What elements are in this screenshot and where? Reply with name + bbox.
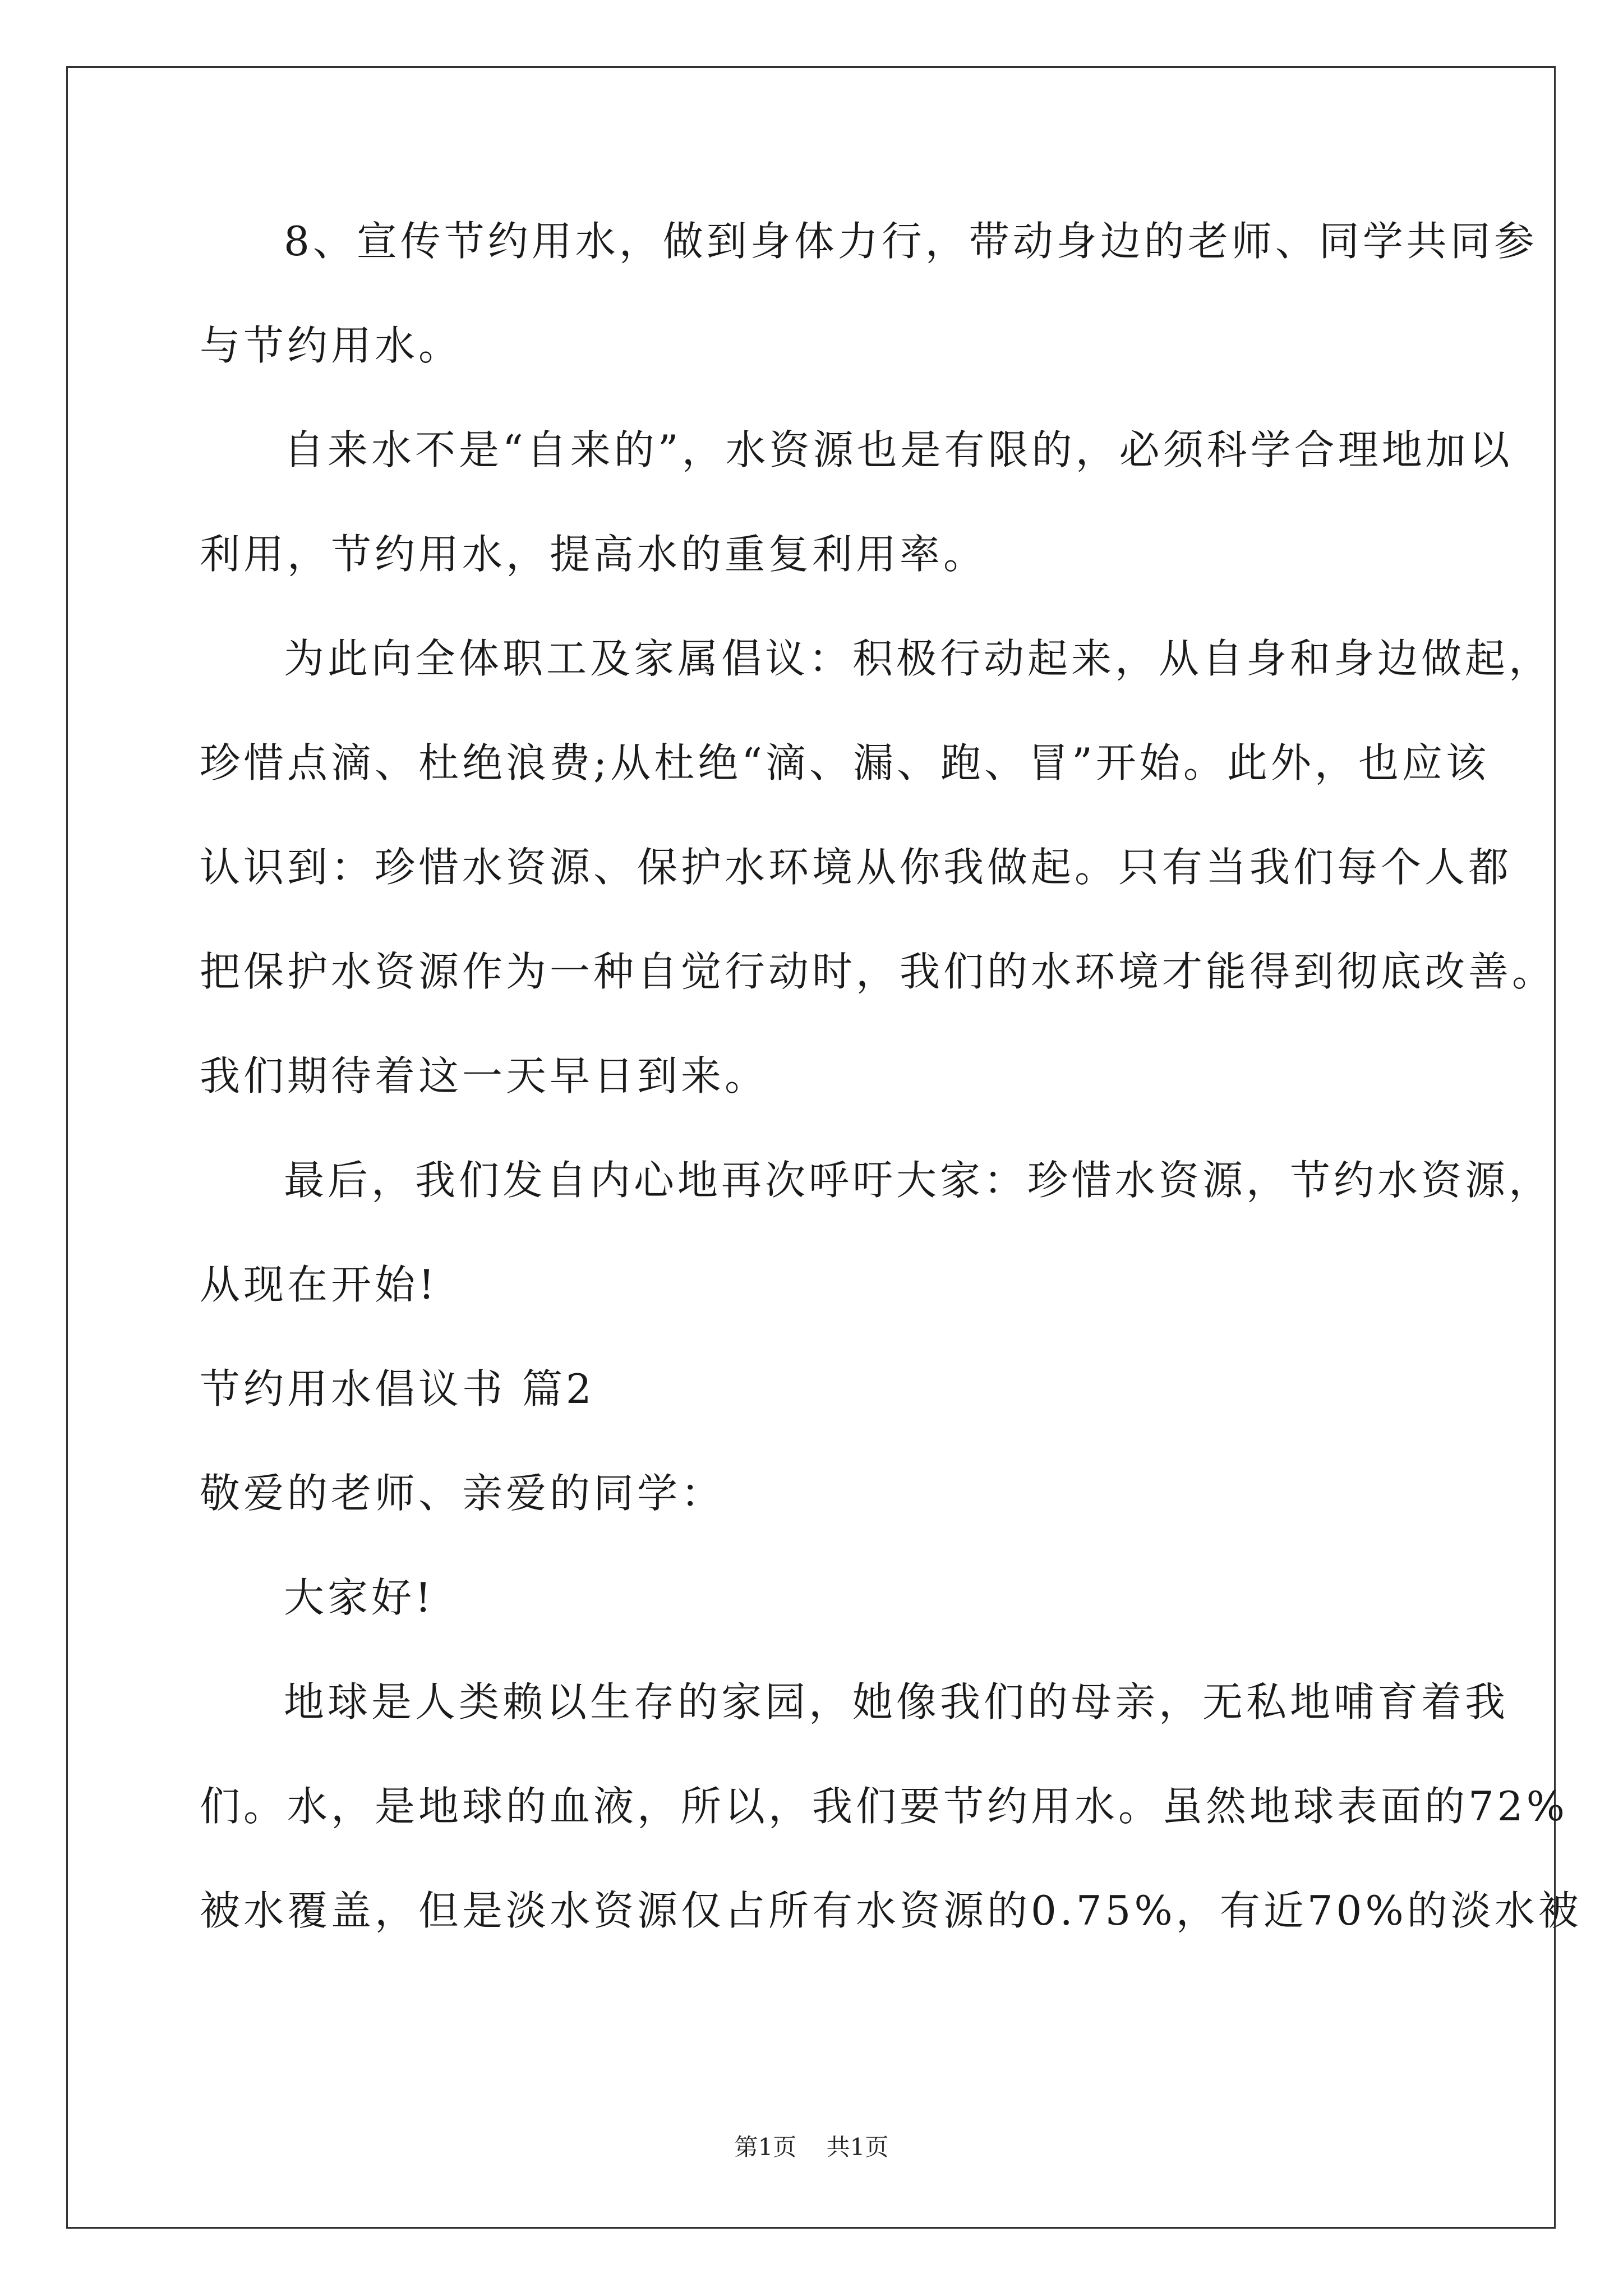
paragraph-line: 地球是人类赖以生存的家园，她像我们的母亲，无私地哺育着我 [284,1678,1509,1726]
paragraph-line: 自来水不是“自来的”，水资源也是有限的，必须科学合理地加以 [284,426,1513,473]
paragraph-line: 最后，我们发自内心地再次呼吁大家：珍惜水资源，节约水资源， [284,1157,1553,1204]
section-heading: 节约用水倡议书 篇2 [200,1365,595,1412]
page-footer [0,2132,1623,2163]
paragraph-line: 认识到：珍惜水资源、保护水环境从你我做起。只有当我们每个人都 [200,844,1513,891]
paragraph-line: 珍惜点滴、杜绝浪费;从杜绝“滴、漏、跑、冒”开始。此外，也应该 [200,739,1490,786]
page-number: 第1页 [734,2133,797,2161]
salutation: 敬爱的老师、亲爱的同学： [200,1470,725,1517]
paragraph-line: 我们期待着这一天早日到来。 [200,1052,769,1099]
paragraph-line: 被水覆盖，但是淡水资源仅占所有水资源的0.75%，有近70%的淡水被 [200,1887,1582,1934]
document-body [200,213,1582,1987]
paragraph-line: 们。水，是地球的血液，所以，我们要节约用水。虽然地球表面的72% [200,1783,1569,1830]
paragraph-line: 与节约用水。 [200,322,463,369]
paragraph-line: 利用，节约用水，提高水的重复利用率。 [200,531,988,578]
paragraph-line: 从现在开始! [200,1261,438,1308]
greeting: 大家好! [284,1574,435,1621]
paragraph-line: 8、宣传节约用水，做到身体力行，带动身边的老师、同学共同参 [284,218,1538,265]
paragraph-line: 把保护水资源作为一种自觉行动时，我们的水环境才能得到彻底改善。 [200,948,1556,995]
paragraph-line: 为此向全体职工及家属倡议：积极行动起来，从自身和身边做起， [284,635,1553,682]
page-total: 共1页 [826,2133,889,2161]
